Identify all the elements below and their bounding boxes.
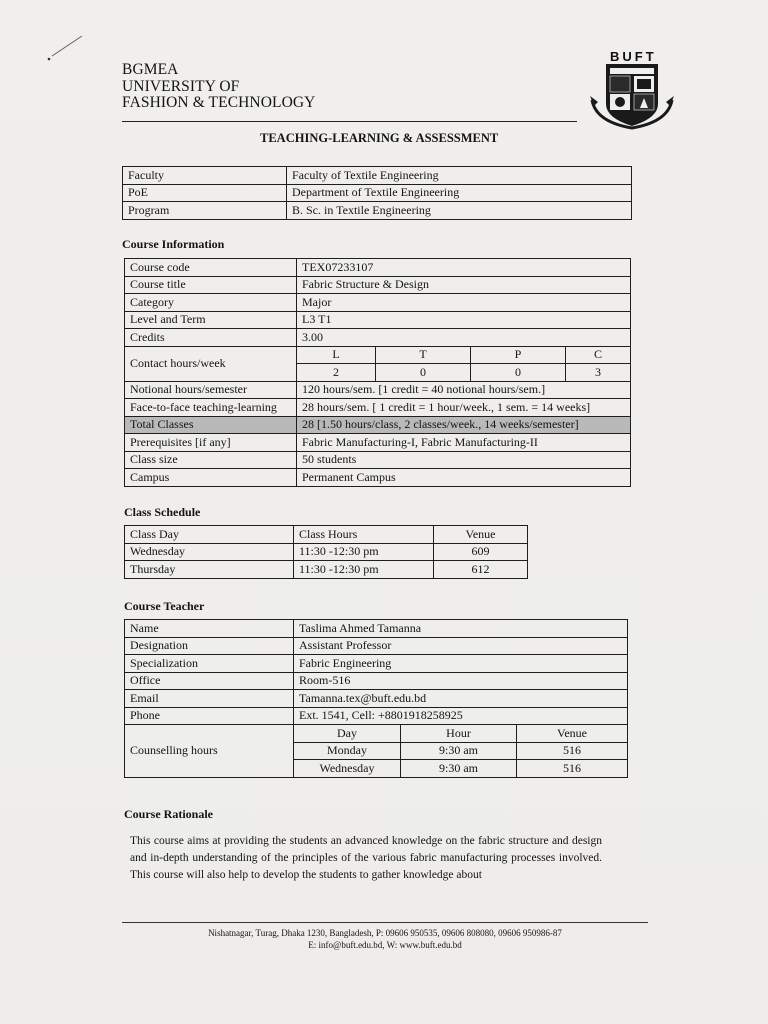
counselling-hour: 9:30 am: [401, 760, 517, 778]
program-label: Program: [123, 202, 287, 220]
counselling-header-row: [125, 725, 628, 743]
info-row-contact-headers: [125, 346, 631, 364]
schedule-venue: 612: [434, 561, 528, 579]
teacher-row-office: [125, 672, 628, 690]
info-row-title: [125, 276, 631, 294]
info-row-total-classes: [125, 416, 631, 434]
footer-address: Nishatnagar, Turag, Dhaka 1230, Bangladesh, P: 09606 950535, 09606 808080, 09606 950986-87: [208, 928, 562, 938]
class-size-label: Class size: [125, 451, 297, 469]
office-value: Room-516: [294, 672, 628, 690]
info-row-category: [125, 294, 631, 312]
info-row-code: [125, 259, 631, 277]
schedule-day: Thursday: [125, 561, 294, 579]
faculty-value: Faculty of Textile Engineering: [287, 167, 632, 185]
document-title: TEACHING-LEARNING & ASSESSMENT: [260, 131, 499, 145]
schedule-row: [125, 561, 528, 579]
info-row-level: [125, 311, 631, 329]
prerequisites-value: Fabric Manufacturing-I, Fabric Manufacturing-II: [297, 434, 631, 452]
phone-value: Ext. 1541, Cell: +8801918258925: [294, 707, 628, 725]
level-label: Level and Term: [125, 311, 297, 329]
course-rationale-text: This course aims at providing the students an advanced knowledge on the fabric structure and design and in-depth understanding of the principles of the various fabric manufacturing processes involved. This course will also help to develop the students to gather knowledge about: [130, 835, 602, 881]
contact-value-p: 0: [471, 364, 566, 382]
schedule-header-venue: Venue: [434, 526, 528, 544]
face-to-face-label: Face-to-face teaching-learning: [125, 399, 297, 417]
credits-label: Credits: [125, 329, 297, 347]
total-classes-label: Total Classes: [125, 416, 297, 434]
face-to-face-value: 28 hours/sem. [ 1 credit = 1 hour/week., 1 sem. = 14 weeks]: [297, 399, 631, 417]
university-logo: [584, 46, 680, 132]
contact-value-l: 2: [297, 364, 376, 382]
course-teacher-table: [124, 619, 628, 778]
schedule-hours: 11:30 -12:30 pm: [294, 543, 434, 561]
teacher-row-name: [125, 620, 628, 638]
info-row-notional: [125, 381, 631, 399]
counselling-hours-label: Counselling hours: [125, 725, 294, 778]
course-title-value: Fabric Structure & Design: [297, 276, 631, 294]
category-label: Category: [125, 294, 297, 312]
counselling-venue: 516: [517, 760, 628, 778]
level-value: L3 T1: [297, 311, 631, 329]
info-row-campus: [125, 469, 631, 487]
schedule-venue: 609: [434, 543, 528, 561]
class-size-value: 50 students: [297, 451, 631, 469]
schedule-day: Wednesday: [125, 543, 294, 561]
notional-hours-value: 120 hours/sem. [1 credit = 40 notional hours/sem.]: [297, 381, 631, 399]
teacher-row-designation: [125, 637, 628, 655]
contact-header-l: L: [297, 346, 376, 364]
counselling-venue: 516: [517, 742, 628, 760]
teacher-row-specialization: [125, 655, 628, 673]
course-rationale-heading: Course Rationale: [124, 807, 213, 821]
info-row-class-size: [125, 451, 631, 469]
counselling-header-venue: Venue: [517, 725, 628, 743]
designation-value: Assistant Professor: [294, 637, 628, 655]
teacher-name-value: Taslima Ahmed Tamanna: [294, 620, 628, 638]
info-row-prerequisites: [125, 434, 631, 452]
contact-value-c: 3: [566, 364, 631, 382]
teacher-name-label: Name: [125, 620, 294, 638]
poe-value: Department of Textile Engineering: [287, 184, 632, 202]
program-value: B. Sc. in Textile Engineering: [287, 202, 632, 220]
contact-value-t: 0: [376, 364, 471, 382]
email-label: Email: [125, 690, 294, 708]
info-row-credits: [125, 329, 631, 347]
notional-hours-label: Notional hours/semester: [125, 381, 297, 399]
class-schedule-table: [124, 525, 528, 579]
poe-label: PoE: [123, 184, 287, 202]
teacher-row-phone: [125, 707, 628, 725]
category-value: Major: [297, 294, 631, 312]
pen-mark: [46, 34, 86, 64]
header-rule: [122, 121, 577, 122]
specialization-label: Specialization: [125, 655, 294, 673]
class-schedule-heading: Class Schedule: [124, 505, 201, 519]
campus-value: Permanent Campus: [297, 469, 631, 487]
course-code-label: Course code: [125, 259, 297, 277]
teacher-row-email: [125, 690, 628, 708]
counselling-header-day: Day: [294, 725, 401, 743]
counselling-header-hour: Hour: [401, 725, 517, 743]
course-title-label: Course title: [125, 276, 297, 294]
counselling-day: Wednesday: [294, 760, 401, 778]
schedule-header-hours: Class Hours: [294, 526, 434, 544]
phone-label: Phone: [125, 707, 294, 725]
campus-label: Campus: [125, 469, 297, 487]
footer-contact: E: info@buft.edu.bd, W: www.buft.edu.bd: [308, 940, 462, 950]
course-information-heading: Course Information: [122, 237, 225, 251]
counselling-hour: 9:30 am: [401, 742, 517, 760]
schedule-row: [125, 543, 528, 561]
email-value: Tamanna.tex@buft.edu.bd: [294, 690, 628, 708]
info-row-face-to-face: [125, 399, 631, 417]
program-row-program: [123, 202, 632, 220]
schedule-header-day: Class Day: [125, 526, 294, 544]
program-info-table: [122, 166, 632, 220]
credits-value: 3.00: [297, 329, 631, 347]
counselling-day: Monday: [294, 742, 401, 760]
program-row-faculty: [123, 167, 632, 185]
faculty-label: Faculty: [123, 167, 287, 185]
schedule-header-row: [125, 526, 528, 544]
contact-header-c: C: [566, 346, 631, 364]
footer: [122, 927, 648, 951]
footer-rule: [122, 922, 648, 923]
course-code-value: TEX07233107: [297, 259, 631, 277]
contact-header-p: P: [471, 346, 566, 364]
course-information-table: [124, 258, 631, 487]
svg-text:BUFT: BUFT: [610, 49, 657, 64]
institution-name: BGMEA UNIVERSITY OF FASHION & TECHNOLOGY: [122, 61, 316, 111]
specialization-value: Fabric Engineering: [294, 655, 628, 673]
course-teacher-heading: Course Teacher: [124, 599, 205, 613]
total-classes-value: 28 [1.50 hours/class, 2 classes/week., 14 weeks/semester]: [297, 416, 631, 434]
designation-label: Designation: [125, 637, 294, 655]
prerequisites-label: Prerequisites [if any]: [125, 434, 297, 452]
contact-header-t: T: [376, 346, 471, 364]
program-row-poe: [123, 184, 632, 202]
schedule-hours: 11:30 -12:30 pm: [294, 561, 434, 579]
contact-hours-label: Contact hours/week: [125, 346, 297, 381]
office-label: Office: [125, 672, 294, 690]
